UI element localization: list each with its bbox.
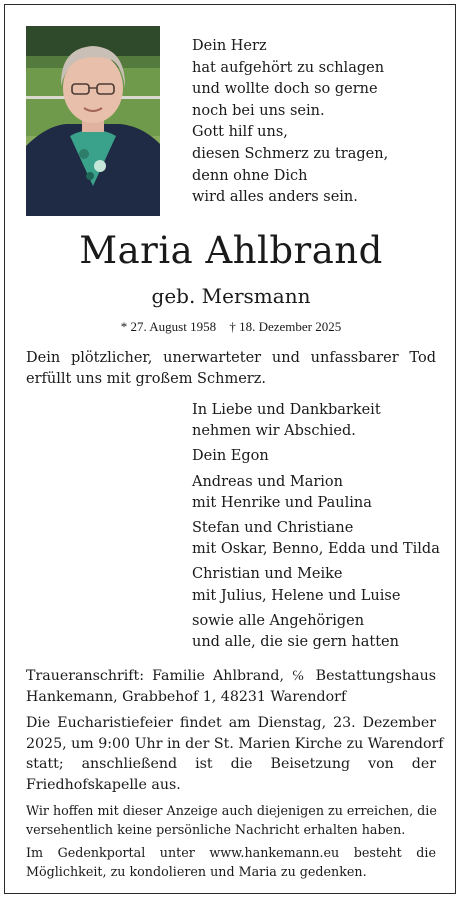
portal-line: Möglichkeit, zu kondolieren und Maria zu gedenken. [26, 864, 367, 879]
verse-line: und wollte doch so gerne [192, 81, 378, 98]
mourner-line: Christian und Meike [192, 566, 343, 583]
verse-line: diesen Schmerz zu tragen, [192, 145, 389, 162]
mourner-group [192, 400, 442, 442]
intro-text: Dein plötzlicher, unerwarteter und unfassbarer Tod erfüllt uns mit großem Schmerz. [26, 350, 436, 387]
verse-line: denn ohne Dich [192, 167, 308, 184]
birth-date: * 27. August 1958 [120, 319, 217, 334]
mourner-line: In Liebe und Dankbarkeit [192, 402, 381, 418]
verse-line: Gott hilf uns, [192, 124, 288, 141]
portrait-photo [26, 26, 160, 216]
mourner-group [192, 472, 442, 514]
notice-line: Wir hoffen mit dieser Anzeige auch diejenigen zu erreichen, die [26, 803, 437, 818]
mourner-group [192, 564, 442, 606]
address-line: Hankemann, Grabbehof 1, 48231 Warendorf [26, 688, 347, 705]
life-dates [0, 318, 462, 336]
service-line: 2025, um 9:00 Uhr in der St. Marien Kirche zu Warendorf [26, 735, 444, 752]
mourner-group [192, 611, 442, 653]
maiden-name: geb. Mersmann [151, 284, 311, 308]
mourner-line: nehmen wir Abschied. [192, 423, 356, 440]
mourners-list [192, 400, 442, 657]
mourner-line: Andreas und Marion [192, 473, 343, 490]
portrait-image [26, 26, 160, 216]
service-line: Die Eucharistiefeier findet am Dienstag, 23. Dezember [26, 715, 436, 731]
mourner-line: mit Oskar, Benno, Edda und Tilda [192, 541, 440, 558]
mourner-line: Stefan und Christiane [192, 520, 354, 537]
mourner-line: mit Henrike und Paulina [192, 494, 372, 511]
verse-line: noch bei uns sein. [192, 102, 325, 119]
portal-line: Im Gedenkportal unter www.hankemann.eu besteht die [26, 845, 436, 860]
verse-line: wird alles anders sein. [192, 189, 358, 206]
mourner-line: sowie alle Angehörigen [192, 612, 365, 629]
verse-line: hat aufgehört zu schlagen [192, 59, 385, 76]
poem-verse [192, 36, 432, 209]
service-line: Friedhofskapelle aus. [26, 776, 181, 793]
death-date: † 18. Dezember 2025 [229, 319, 342, 334]
deceased-name: Maria Ahlbrand [79, 229, 383, 272]
notice-text [26, 801, 436, 839]
mourner-line: Dein Egon [192, 448, 269, 465]
service-line: statt; anschließend ist die Beisetzung von der [26, 756, 436, 772]
portal-text [26, 843, 436, 881]
mourner-line: mit Julius, Helene und Luise [192, 587, 401, 604]
mourner-group [192, 446, 442, 467]
mourning-address [26, 666, 436, 707]
mourner-line: und alle, die sie gern hatten [192, 634, 399, 651]
verse-line: Dein Herz [192, 38, 267, 54]
service-info [26, 713, 444, 795]
notice-line: versehentlich keine persönliche Nachricht erhalten haben. [26, 822, 406, 837]
address-line: Traueranschrift: Familie Ahlbrand, ℅ Bestattungshaus [26, 668, 436, 684]
mourner-group [192, 518, 442, 560]
